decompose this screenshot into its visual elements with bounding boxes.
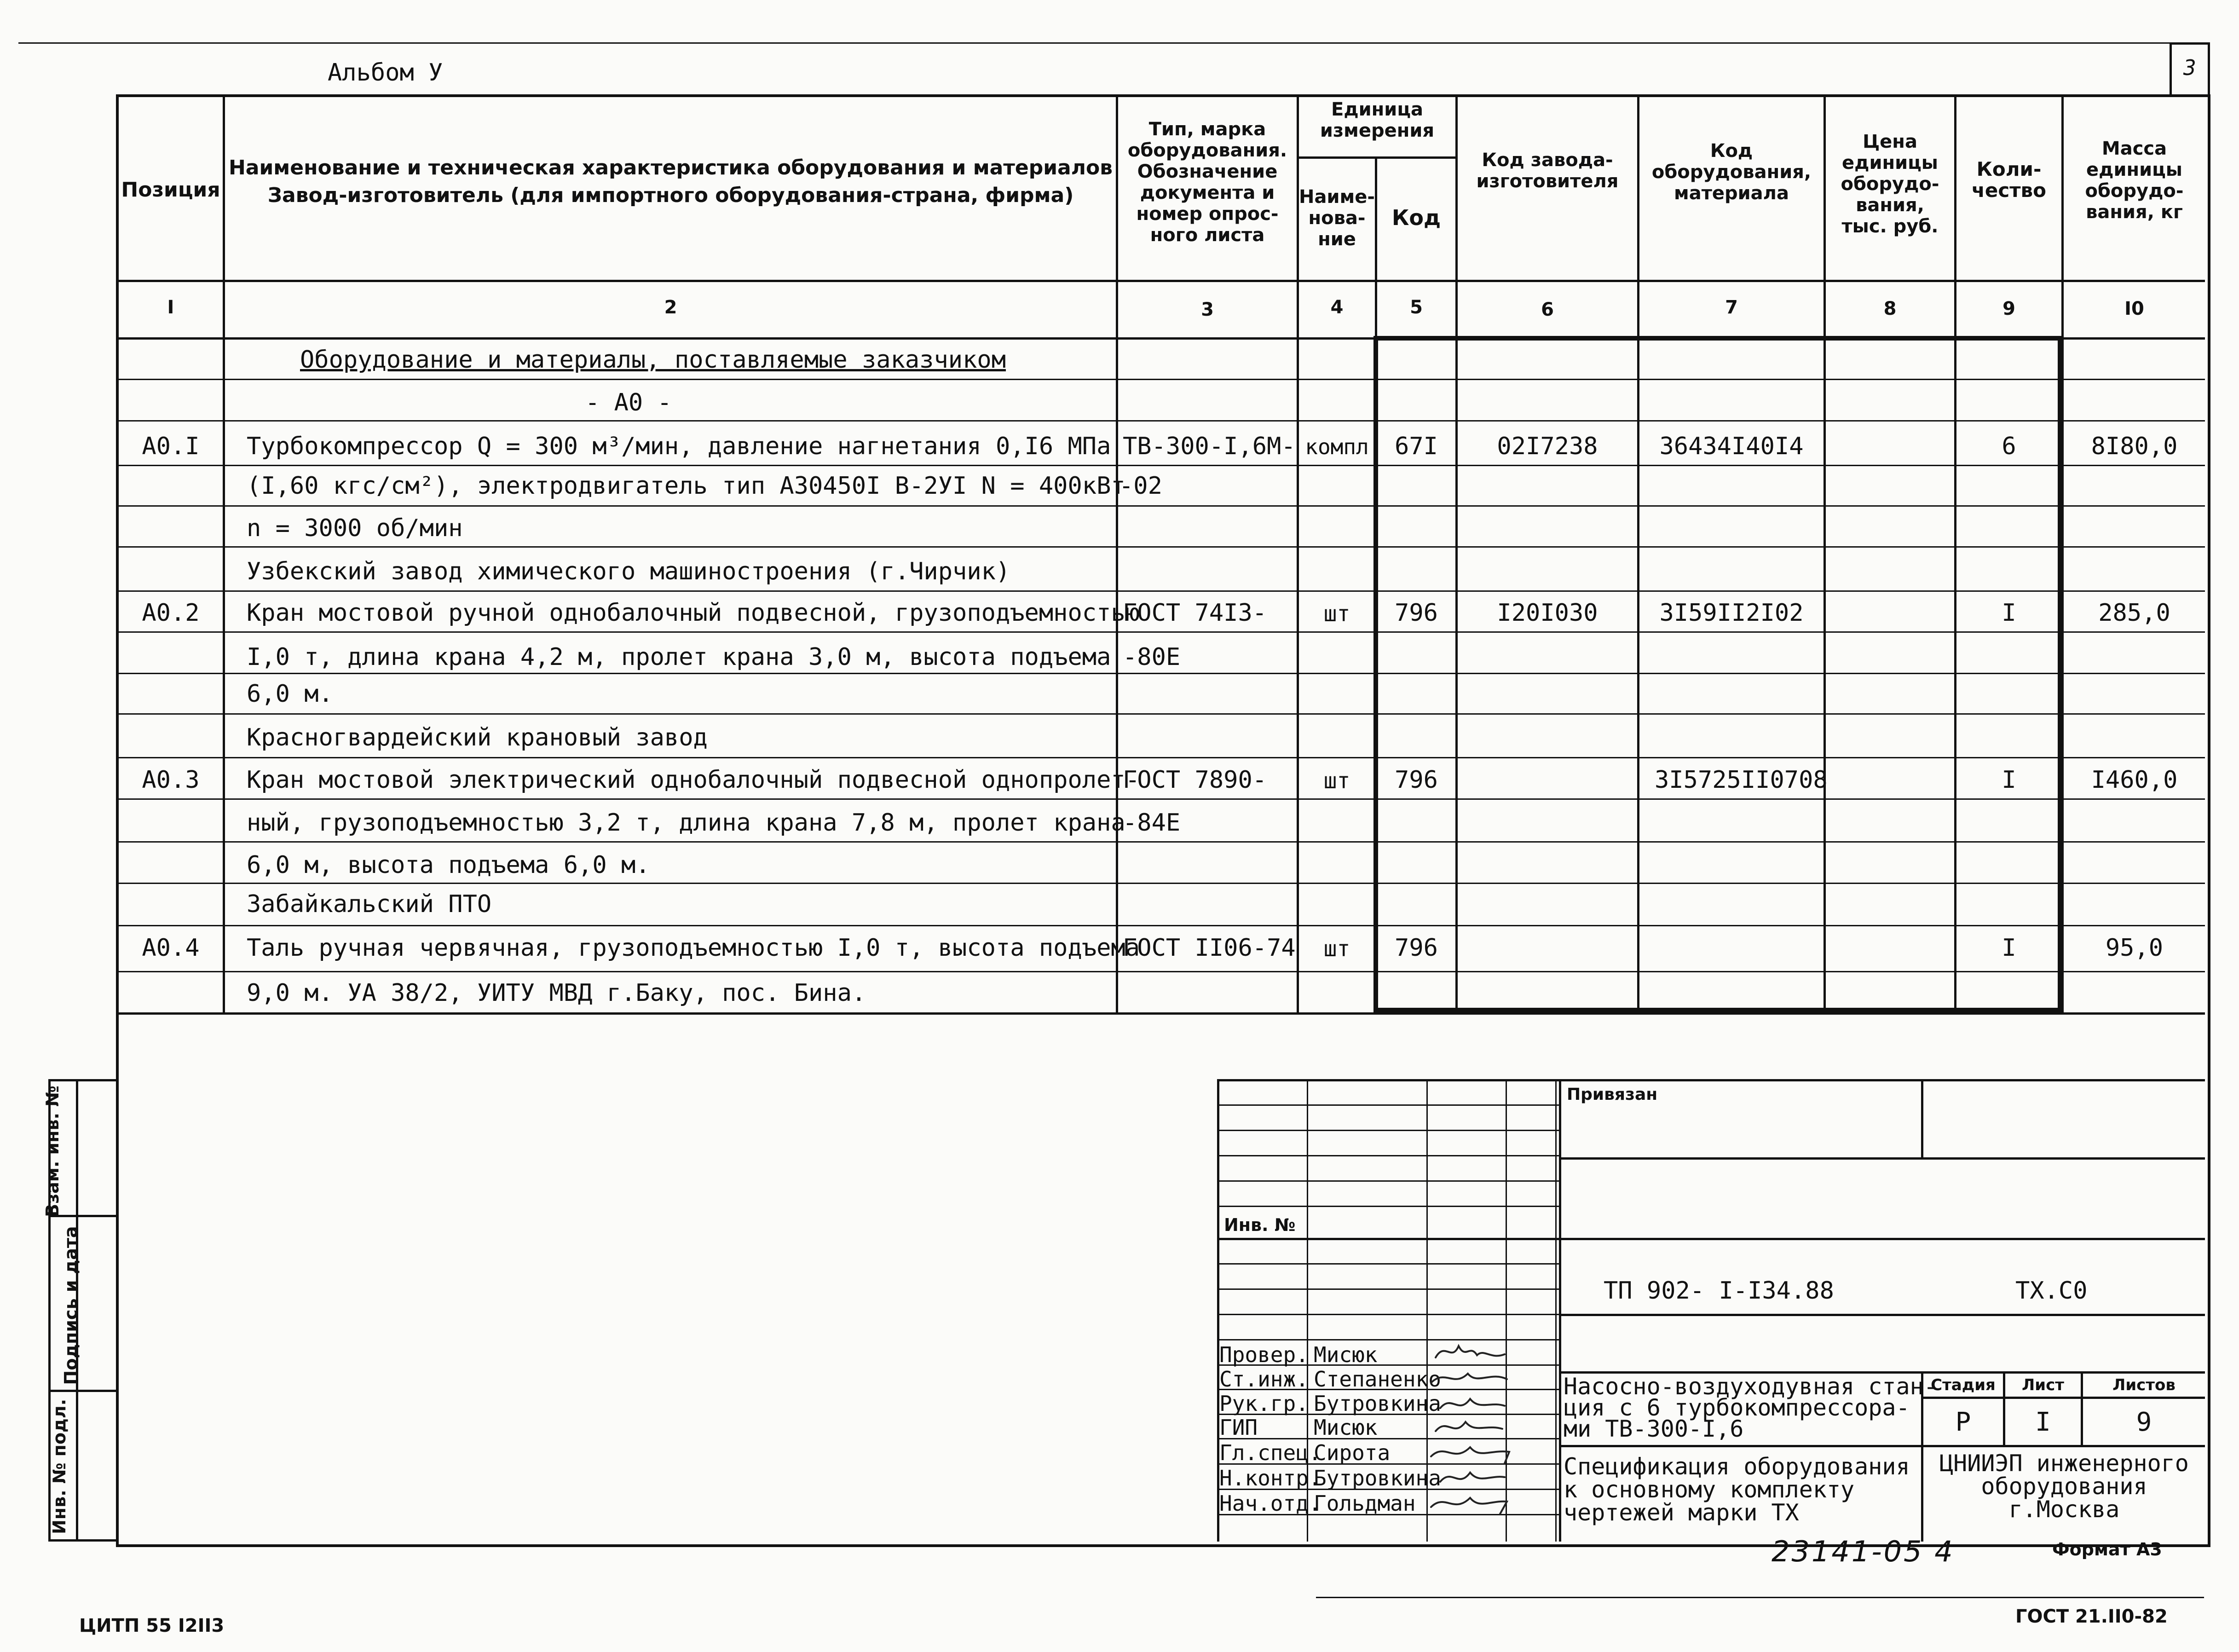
hdr-equip-code: Код оборудования, материала bbox=[1651, 140, 1812, 204]
row-name: ный, грузоподъемностью 3,2 т, длина крана 7,8 м, пролет крана bbox=[247, 809, 1125, 837]
signature bbox=[1431, 1447, 1509, 1463]
header-line bbox=[1297, 156, 1455, 159]
stamp-line bbox=[1559, 1314, 2205, 1316]
signature bbox=[1440, 1473, 1505, 1482]
signatures bbox=[1426, 1337, 1564, 1516]
stamp-bound-label: Привязан bbox=[1567, 1085, 1658, 1104]
col-num: 8 bbox=[1883, 298, 1897, 319]
signature bbox=[1436, 1422, 1502, 1431]
col-num: 7 bbox=[1725, 297, 1738, 318]
row-unit: шт bbox=[1323, 936, 1350, 962]
person-name: Бутровкина bbox=[1314, 1391, 1441, 1416]
col-num: 3 bbox=[1201, 299, 1214, 320]
row-line bbox=[116, 379, 2205, 380]
row-line bbox=[116, 631, 2205, 633]
role: Гл.спец. bbox=[1219, 1440, 1321, 1465]
hdr-mass: Масса единицы оборудо- вания, кг bbox=[2085, 138, 2184, 223]
role: Провер. bbox=[1219, 1342, 1309, 1367]
row-qty: I bbox=[2002, 934, 2016, 962]
col-num: 4 bbox=[1330, 297, 1344, 318]
sheet-value: I bbox=[2035, 1407, 2051, 1437]
row-line bbox=[116, 798, 2205, 800]
hdr-name: Наименование и техническая характеристика оборудования и материалов Завод-изготовитель (для импортного оборудования-страна, фирма) bbox=[228, 156, 1113, 207]
row-code: 796 bbox=[1395, 934, 1438, 962]
header-line bbox=[116, 280, 2205, 282]
col-num: 2 bbox=[664, 297, 677, 318]
row-pos: А0.3 bbox=[142, 766, 200, 794]
row-line bbox=[116, 841, 2205, 843]
hdr-unit: Единица измерения bbox=[1320, 99, 1435, 141]
signature bbox=[1440, 1399, 1505, 1408]
row-name: Таль ручная червячная, грузоподъемностью I,0 т, высота подъема bbox=[247, 934, 1140, 962]
organization: ЦНИИЭП инженерного оборудования г.Москва bbox=[1939, 1450, 2189, 1523]
row-qty: 6 bbox=[2002, 433, 2016, 460]
row-equip: 36434I40I4 bbox=[1659, 433, 1804, 460]
header-line bbox=[116, 337, 2205, 340]
row-name: n = 3000 об/мин bbox=[247, 514, 463, 542]
row-name: Турбокомпрессор Q = 300 м³/мин, давление нагнетания 0,I6 МПа bbox=[247, 433, 1111, 460]
row-equip: 3I59II2I02 bbox=[1659, 599, 1804, 627]
row-type: -80Е bbox=[1123, 643, 1181, 671]
stage-value: Р bbox=[1955, 1407, 1971, 1437]
role: Ст.инж. bbox=[1219, 1367, 1309, 1392]
role: ГИП bbox=[1219, 1415, 1258, 1440]
row-name: Кран мостовой ручной однобалочный подвесной, грузоподъемностью bbox=[247, 599, 1140, 627]
row-unit: шт bbox=[1323, 768, 1350, 794]
stamp-line bbox=[1217, 1130, 1559, 1131]
bottom-left-code: ЦИТП 55 I2II3 bbox=[79, 1615, 225, 1636]
stamp-line bbox=[1217, 1288, 1559, 1290]
row-mass: 95,0 bbox=[2105, 934, 2164, 962]
role: Н.контр. bbox=[1219, 1466, 1321, 1490]
row-type: ГОСТ 74I3- bbox=[1123, 599, 1267, 627]
row-unit: шт bbox=[1323, 601, 1350, 627]
row-code: 796 bbox=[1395, 766, 1438, 794]
person-name: Степаненко bbox=[1314, 1367, 1441, 1392]
row-line bbox=[116, 590, 2205, 592]
hdr-plant-code: Код завода- изготовителя bbox=[1476, 150, 1619, 192]
person-name: Мисюк bbox=[1314, 1342, 1378, 1367]
row-plant: 02I7238 bbox=[1497, 433, 1598, 460]
row-qty: I bbox=[2002, 766, 2016, 794]
stamp-line bbox=[1559, 1157, 2205, 1160]
row-line bbox=[116, 883, 2205, 884]
row-code: 67I bbox=[1395, 433, 1438, 460]
stamp-line bbox=[1921, 1079, 1923, 1157]
stamp-line bbox=[1217, 1238, 1559, 1240]
stamp-line bbox=[1559, 1238, 2205, 1240]
stamp-line bbox=[1559, 1445, 2205, 1447]
row-pos: А0.2 bbox=[142, 599, 200, 627]
row-name: I,0 т, длина крана 4,2 м, пролет крана 3,0 м, высота подъема bbox=[247, 643, 1111, 671]
format-label: Формат А3 bbox=[2052, 1539, 2162, 1560]
row-line bbox=[116, 971, 2205, 972]
doc-mark: ТХ.С0 bbox=[2015, 1277, 2088, 1305]
row-name: 6,0 м. bbox=[247, 680, 333, 708]
page-number: 3 bbox=[2183, 55, 2196, 80]
archive-number: 23141-05 4 bbox=[1772, 1535, 1955, 1568]
project-title: Насосно-воздуходувная стан- ция с 6 турбокомпрессора- ми ТВ-300-I,6 bbox=[1564, 1373, 1938, 1442]
row-line bbox=[116, 546, 2205, 548]
col-num: 9 bbox=[2002, 298, 2015, 319]
hdr-unit-code: Код bbox=[1391, 205, 1441, 230]
bottom-right-gost: ГОСТ 21.II0-82 bbox=[2015, 1606, 2168, 1627]
col-num: I0 bbox=[2124, 298, 2144, 319]
top-border bbox=[18, 42, 2190, 44]
row-line bbox=[116, 925, 2205, 926]
col-line bbox=[223, 94, 225, 1012]
signature bbox=[1431, 1374, 1507, 1383]
hdr-unit-name: Наиме- нова- ние bbox=[1299, 186, 1375, 250]
row-pos: А0.I bbox=[142, 433, 200, 460]
person-name: Гольдман bbox=[1314, 1491, 1416, 1516]
person-name: Сирота bbox=[1314, 1440, 1391, 1465]
row-name: (I,60 кгс/см²), электродвигатель тип А30450I В-2УI N = 400кВт bbox=[247, 472, 1125, 500]
row-line bbox=[116, 757, 2205, 758]
person-name: Мисюк bbox=[1314, 1415, 1378, 1440]
row-line bbox=[116, 420, 2205, 422]
stamp-line bbox=[1217, 1206, 1559, 1207]
signature bbox=[1431, 1498, 1507, 1514]
col-num: 5 bbox=[1410, 297, 1423, 318]
sheets-label: Листов bbox=[2112, 1376, 2176, 1394]
row-name: 9,0 м. УА 38/2, УИТУ МВД г.Баку, пос. Бина. bbox=[247, 979, 866, 1007]
row-name: Красногвардейский крановый завод bbox=[247, 724, 708, 751]
row-code: 796 bbox=[1395, 599, 1438, 627]
sheet-label: Лист bbox=[2022, 1376, 2064, 1394]
row-qty: I bbox=[2002, 599, 2016, 627]
side-label-text: Взам. инв. № bbox=[42, 1086, 63, 1217]
side-label-text: Инв. № подл. bbox=[49, 1398, 69, 1535]
col-num: 6 bbox=[1541, 299, 1554, 320]
hdr-price: Цена единицы оборудо- вания, тыс. руб. bbox=[1841, 131, 1939, 237]
doc-number: ТП 902- I-I34.88 bbox=[1604, 1277, 1834, 1305]
album-title: Альбом У bbox=[328, 59, 443, 87]
stamp-line bbox=[1217, 1314, 1559, 1315]
stamp-line bbox=[1217, 1263, 1559, 1265]
row-name: 6,0 м, высота подъема 6,0 м. bbox=[247, 851, 650, 879]
row-name: Узбекский завод химического машиностроения (г.Чирчик) bbox=[247, 558, 1010, 585]
row-type: ГОСТ 7890- bbox=[1123, 766, 1267, 794]
row-pos: А0.4 bbox=[142, 934, 200, 962]
hdr-type: Тип, марка оборудования. Обозначение документа и номер опрос- ного листа bbox=[1127, 119, 1287, 246]
row-equip: 3I5725II0708 bbox=[1655, 766, 1828, 794]
stamp-line bbox=[1217, 1155, 1559, 1156]
section-code: - А0 - bbox=[585, 389, 672, 416]
hdr-position: Позиция bbox=[121, 178, 220, 202]
stamp-line bbox=[1921, 1397, 2205, 1399]
row-line bbox=[116, 465, 2205, 466]
stage-label: Стадия bbox=[1931, 1376, 1996, 1394]
row-unit: компл bbox=[1305, 434, 1369, 459]
row-line bbox=[116, 673, 2205, 674]
row-line bbox=[116, 1012, 2205, 1015]
role: Нач.отд. bbox=[1219, 1491, 1321, 1516]
hdr-qty: Коли- чество bbox=[1972, 158, 2046, 202]
stamp-line bbox=[1217, 1104, 1559, 1106]
row-type: -84Е bbox=[1123, 809, 1181, 837]
row-name: Кран мостовой электрический однобалочный подвесной однопролет- bbox=[247, 766, 1140, 794]
row-mass: 285,0 bbox=[2098, 599, 2170, 627]
stamp-inv-label: Инв. № bbox=[1224, 1215, 1296, 1235]
side-label-text: Подпись и дата bbox=[61, 1226, 81, 1385]
row-name: Забайкальский ПТО bbox=[247, 890, 492, 918]
bottom-rule bbox=[1316, 1597, 2204, 1598]
col-num: I bbox=[167, 297, 174, 318]
row-type: ТВ-300-I,6М- bbox=[1123, 433, 1296, 460]
row-mass: 8I80,0 bbox=[2091, 433, 2178, 460]
stamp-line bbox=[1217, 1180, 1559, 1182]
sheets-value: 9 bbox=[2136, 1407, 2152, 1437]
person-name: Бутровкина bbox=[1314, 1466, 1441, 1490]
row-plant: I20I030 bbox=[1497, 599, 1598, 627]
section-title: Оборудование и материалы, поставляемые заказчиком bbox=[300, 346, 1006, 374]
sheet-title: Спецификация оборудования к основному комплекту чертежей марки ТХ bbox=[1564, 1453, 1910, 1526]
signature bbox=[1436, 1346, 1505, 1357]
row-mass: I460,0 bbox=[2091, 766, 2178, 794]
row-line bbox=[116, 713, 2205, 715]
row-type: -02 bbox=[1119, 472, 1162, 500]
row-type: ГОСТ II06-74 bbox=[1123, 934, 1296, 962]
role: Рук.гр. bbox=[1219, 1391, 1309, 1416]
row-line bbox=[116, 505, 2205, 507]
